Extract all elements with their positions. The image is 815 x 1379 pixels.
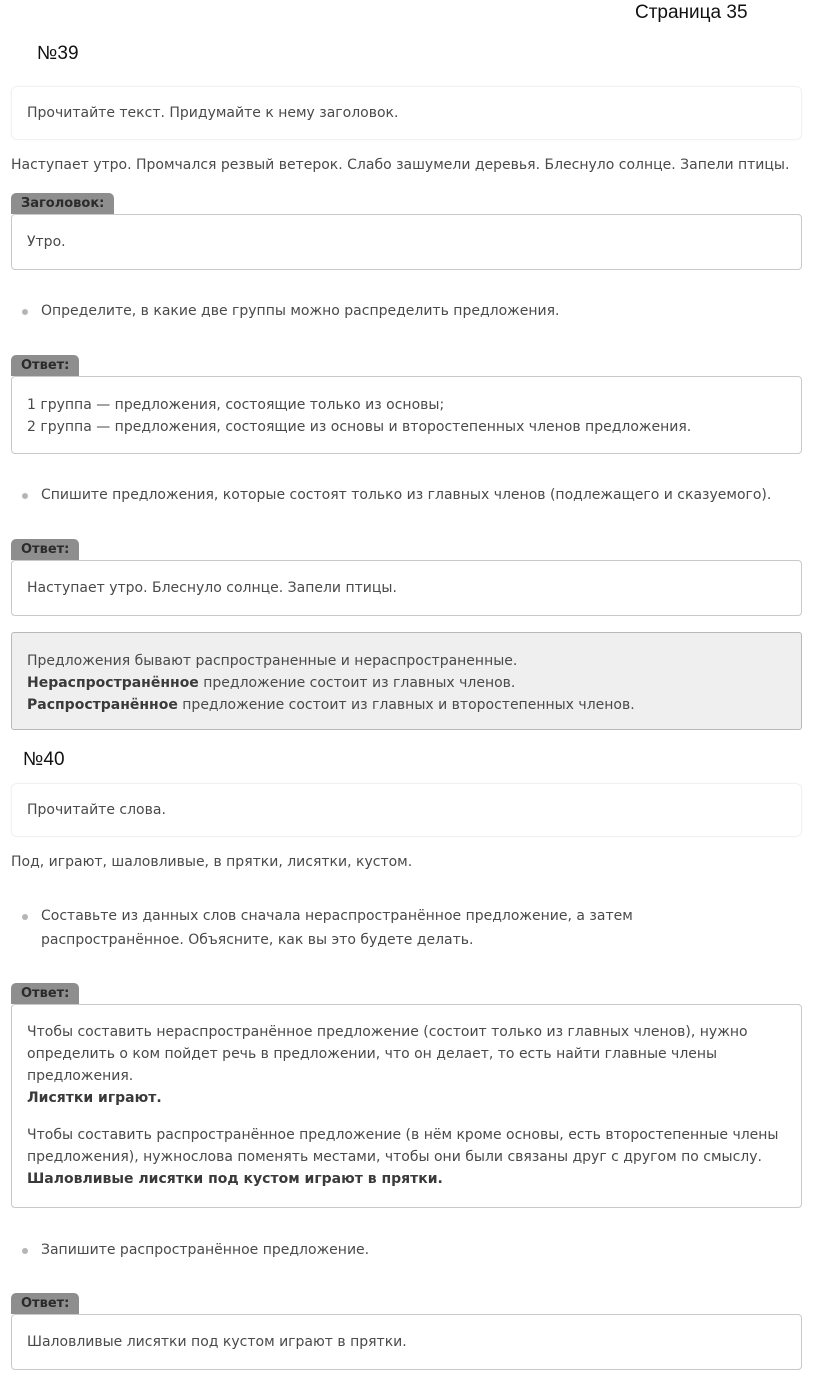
question-text: Составьте из данных слов сначала нераспространённое предложение, а затем (41, 908, 633, 924)
answer-tag: Ответ: (11, 539, 79, 560)
question-text: Запишите распространённое предложение. (41, 1242, 370, 1258)
answer-paragraph: Чтобы составить распространённое предложение (в нём кроме основы, есть второстепенные члены предложения), нужнослова поменять местами, чтобы они были связаны друг с другом по смыслу. Шаловливые лисятки под кустом играют в прятки. (27, 1127, 779, 1187)
exercise-39-question-2 (22, 483, 771, 507)
exercise-40-task-card (11, 783, 802, 837)
bullet-icon (22, 1248, 28, 1254)
answer-line: 2 группа — предложения, состоящие из основы и второстепенных членов предложения. (27, 419, 692, 435)
note-line: Предложения бывают распространенные и нераспространенные. (27, 653, 518, 669)
title-answer-box (11, 214, 802, 270)
answer-bold-sentence: Лисятки играют. (27, 1090, 162, 1106)
page-number: Страница 35 (635, 2, 748, 23)
title-answer-text: Утро. (27, 234, 66, 250)
answer-tag: Ответ: (11, 355, 79, 376)
exercise-39-answer-2-box (11, 560, 802, 616)
note-line: Распространённое предложение состоит из главных и второстепенных членов. (27, 697, 635, 713)
note-line: Нераспространённое предложение состоит из главных членов. (27, 675, 516, 691)
exercise-39-task-text: Прочитайте текст. Придумайте к нему заголовок. (27, 105, 399, 121)
exercise-40-answer-1-box (11, 1004, 802, 1208)
bullet-icon (22, 914, 28, 920)
answer-tag: Ответ: (11, 983, 79, 1004)
answer-text: Шаловливые лисятки под кустом играют в прятки. (27, 1334, 407, 1350)
answer-line: 1 группа — предложения, состоящие только из основы; (27, 397, 445, 413)
answer-tag: Ответ: (11, 1293, 79, 1314)
question-text: Определите, в какие две группы можно распределить предложения. (41, 303, 560, 319)
title-tag: Заголовок: (11, 193, 114, 214)
exercise-40-question-1 (22, 904, 633, 952)
exercise-40-answer-2-box (11, 1314, 802, 1370)
bullet-icon (22, 309, 28, 315)
question-text: распространённое. Объясните, как вы это будете делать. (41, 932, 474, 948)
exercise-39-text: Наступает утро. Промчался резвый ветерок. Слабо зашумели деревья. Блеснуло солнце. Запели птицы. (11, 157, 790, 173)
question-text: Спишите предложения, которые состоят только из главных членов (подлежащего и сказуемого). (41, 487, 772, 503)
exercise-40-words: Под, играют, шаловливые, в прятки, лисятки, кустом. (11, 854, 413, 870)
answer-text: Наступает утро. Блеснуло солнце. Запели птицы. (27, 580, 397, 596)
exercise-39-question-1 (22, 299, 560, 323)
bullet-icon (22, 493, 28, 499)
exercise-40-number: №40 (23, 749, 65, 770)
theory-note-box (11, 632, 802, 730)
answer-bold-sentence: Шаловливые лисятки под кустом играют в прятки. (27, 1171, 443, 1187)
exercise-39-number: №39 (37, 43, 79, 64)
exercise-40-task-text: Прочитайте слова. (27, 802, 166, 818)
exercise-39-answer-1-box (11, 376, 802, 454)
answer-paragraph: Чтобы составить нераспространённое предложение (состоит только из главных членов), нужно определить о ком пойдет речь в предложении, что он делает, то есть найти главные члены предложения. Лисятки играют. (27, 1024, 748, 1106)
exercise-39-task-card (11, 86, 802, 140)
exercise-40-question-2 (22, 1238, 369, 1262)
